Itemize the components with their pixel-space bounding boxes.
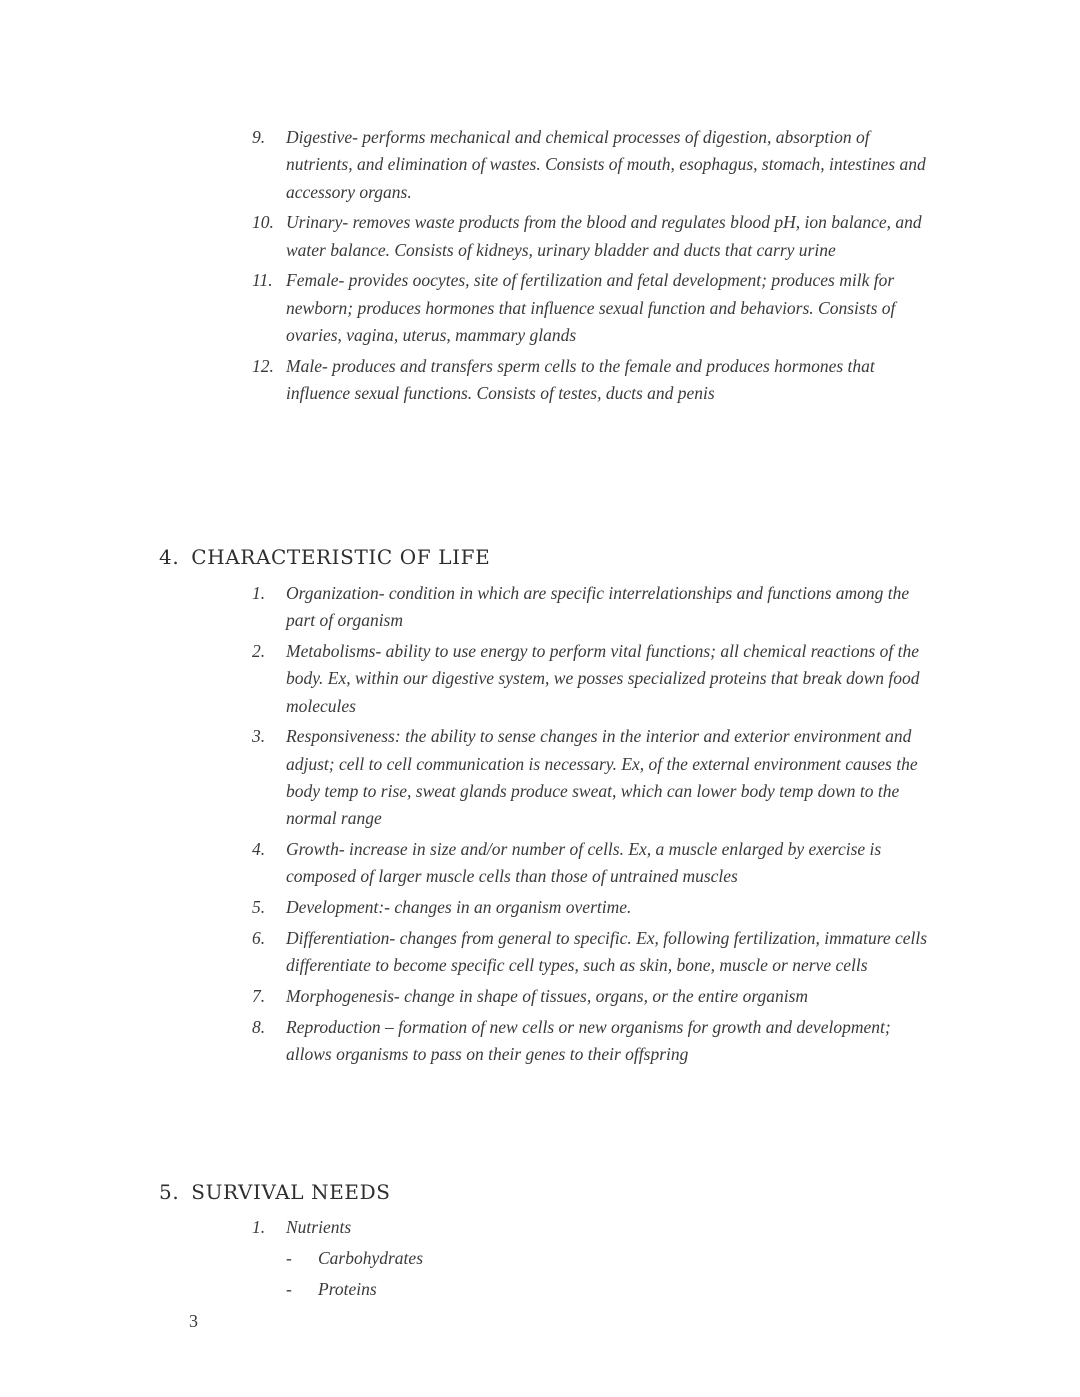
list-item-text: Differentiation- changes from general to specific. Ex, following fertilization, immature cells differentiate to become specific cell types, such as skin, bone, muscle or nerve cells (286, 928, 928, 976)
list-item-number: 1. (252, 583, 266, 603)
list-item (252, 925, 932, 980)
section-number: 5. (159, 1180, 180, 1204)
section-title: CHARACTERISTIC OF LIFE (191, 545, 491, 569)
list-item-number: 6. (252, 928, 266, 949)
list-item-text: Digestive- performs mechanical and chemical processes of digestion, absorption of nutrients, and elimination of wastes. Consists of mouth, esophagus, stomach, intestines and accessory organs. (286, 127, 926, 202)
list-item-number: 9. (252, 127, 266, 147)
list-item (252, 723, 932, 832)
bullet-dash: - (286, 1248, 292, 1268)
characteristics-list (252, 580, 932, 1072)
list-item-number: 1. (252, 1217, 266, 1237)
list-item-text: Responsiveness: the ability to sense changes in the interior and exterior environment and adjust; cell to cell communication is necessary. Ex, of the external environment causes the body temp to rise, sweat glands produce sweat, which can lower body temp down to the normal range (286, 726, 918, 829)
sublist-item (286, 1276, 423, 1303)
list-item-number: 10. (252, 212, 274, 233)
list-item-text: Reproduction – formation of new cells or new organisms for growth and development; allows organisms to pass on their genes to their offspring (286, 1016, 891, 1065)
sublist-item-text: Proteins (318, 1278, 377, 1299)
list-item-number: 2. (252, 641, 266, 662)
nutrients-sublist (286, 1245, 423, 1307)
sublist-item-text: Carbohydrates (318, 1248, 423, 1268)
list-item-text: Nutrients (286, 1217, 352, 1237)
list-item-text: Organization- condition in which are specific interrelationships and functions among the part of organism (286, 583, 910, 631)
page-number: 3 (189, 1311, 198, 1331)
list-item (252, 983, 932, 1010)
sublist-item (286, 1245, 423, 1272)
list-item (252, 894, 932, 921)
list-item-text: Male- produces and transfers sperm cells to the female and produces hormones that influence sexual functions. Consists of testes, ducts and penis (286, 355, 875, 404)
list-item-number: 12. (252, 355, 274, 376)
list-item-number: 3. (252, 726, 266, 747)
list-item (252, 124, 932, 206)
bullet-dash: - (286, 1278, 292, 1299)
list-item-number: 8. (252, 1016, 266, 1037)
list-item-text: Metabolisms- ability to use energy to perform vital functions; all chemical reactions of the body. Ex, within our digestive system, we posses specialized proteins that break down food molecules (286, 641, 920, 716)
list-item-number: 4. (252, 839, 266, 860)
list-item-text: Morphogenesis- change in shape of tissues, organs, or the entire organism (286, 986, 809, 1007)
list-item-text: Urinary- removes waste products from the blood and regulates blood pH, ion balance, and water balance. Consists of kidneys, urinary bladder and ducts that carry urine (286, 212, 922, 260)
list-item-number: 11. (252, 270, 273, 291)
organ-systems-list (252, 124, 932, 411)
list-item (252, 353, 932, 408)
list-item (252, 638, 932, 720)
list-item-text: Growth- increase in size and/or number of cells. Ex, a muscle enlarged by exercise is composed of larger muscle cells than those of untrained muscles (286, 839, 882, 887)
survival-needs-list (252, 1214, 932, 1245)
section-number: 4. (159, 545, 180, 569)
list-item-number: 5. (252, 897, 266, 918)
list-item-text: Female- provides oocytes, site of fertilization and fetal development; produces milk for newborn; produces hormones that influence sexual function and behaviors. Consists of ovaries, vagina, uterus, mammary glands (286, 270, 896, 346)
section-heading-characteristic-of-life (159, 545, 490, 569)
list-item (252, 836, 932, 891)
list-item (252, 267, 932, 349)
list-item (252, 209, 932, 264)
list-item (252, 1214, 932, 1241)
section-heading-survival-needs (159, 1180, 391, 1204)
section-title: SURVIVAL NEEDS (191, 1180, 391, 1204)
list-item-number: 7. (252, 986, 266, 1007)
list-item-text: Development:- changes in an organism overtime. (286, 897, 632, 918)
list-item (252, 580, 932, 635)
list-item (252, 1014, 932, 1069)
